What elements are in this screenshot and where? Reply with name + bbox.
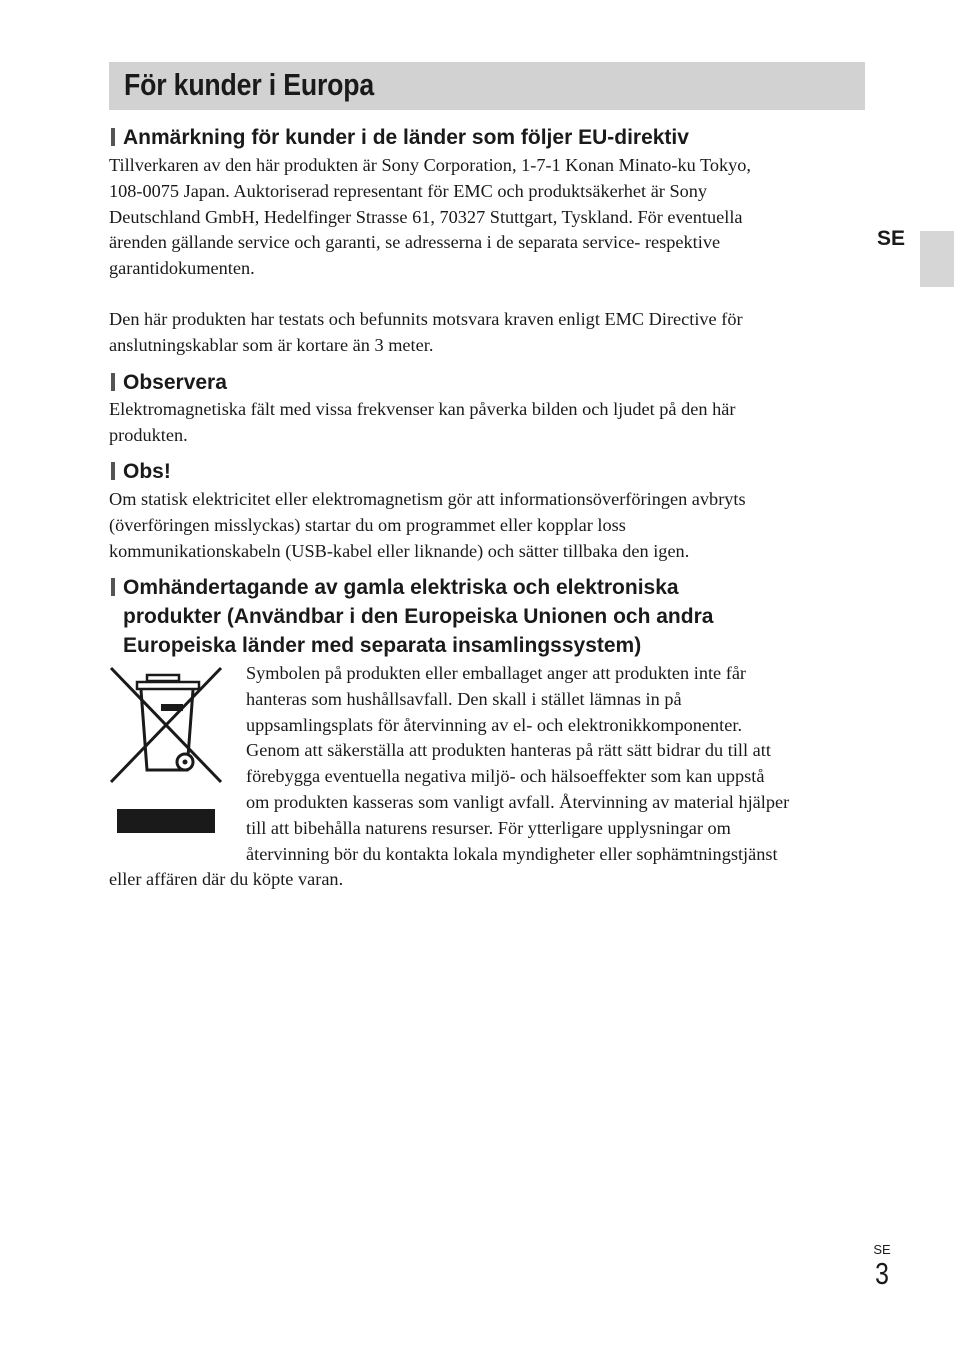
section-heading-disposal: Omhändertagande av gamla elektriska och elektroniska produkter (Användbar i den Europeiska Unionen och andra Europeiska länder med separata insamlingssystem) (109, 573, 713, 660)
title-bar (109, 62, 865, 110)
paragraph-observera: Elektromagnetiska fält med vissa frekvenser kan påverka bilden och ljudet på den här produkten. (109, 399, 736, 445)
page-number-label: SE (873, 1242, 891, 1257)
page-number (871, 1243, 893, 1291)
section-heading-observera: Observera (109, 368, 227, 397)
paragraph-disposal: Symbolen på produkten eller emballaget anger att produkten inte får hanteras som hushållsavfall. Den skall i stället lämnas in på uppsamlingsplats för återvinning av el- och elektronikkomponenter. Genom att säkerställa att produkten hanteras på rätt sätt bidrar du till att förebygga eventuella negativa miljö- och hälsoeffekter som kan uppstå om produkten kasseras som vanligt avfall. Återvinning av material hjälper till att bibehålla naturens resurser. För ytterligare upplysningar om återvinning bör du kontakta lokala myndigheter eller sophämtningstjänst eller affären där du köpte varan. (109, 663, 790, 890)
heading-marker (111, 128, 115, 146)
paragraph-obs: Om statisk elektricitet eller elektromagnetism gör att informationsöverföringen avbryts (överföringen misslyckas) startar du om programmet eller kopplar loss kommunikationskabeln (USB-kabel eller liknande) och sätter tillbaka den igen. (109, 489, 746, 561)
language-tab (920, 231, 954, 287)
page-number-value: 3 (875, 1256, 889, 1291)
heading-marker (111, 462, 115, 480)
page-title: För kunder i Europa (124, 67, 375, 102)
heading-marker (111, 373, 115, 391)
paragraph-emc: Den här produkten har testats och befunnits motsvara kraven enligt EMC Directive för anslutningskablar som är kortare än 3 meter. (109, 309, 743, 355)
section-heading-obs: Obs! (109, 457, 171, 486)
paragraph-manufacturer: Tillverkaren av den här produkten är Sony Corporation, 1-7-1 Konan Minato-ku Tokyo, 108-0075 Japan. Auktoriserad representant för EMC och produktsäkerhet är Sony Deutschland GmbH, Hedelfinger Strasse 61, 70327 Stuttgart, Tyskland. För eventuella ärenden gällande service och garanti, se adresserna i de separata service- respektive garantidokumenten. (109, 155, 752, 279)
heading-marker (111, 578, 115, 596)
section-heading-eu: Anmärkning för kunder i de länder som följer EU-direktiv (109, 123, 689, 152)
language-label: SE (877, 227, 906, 250)
